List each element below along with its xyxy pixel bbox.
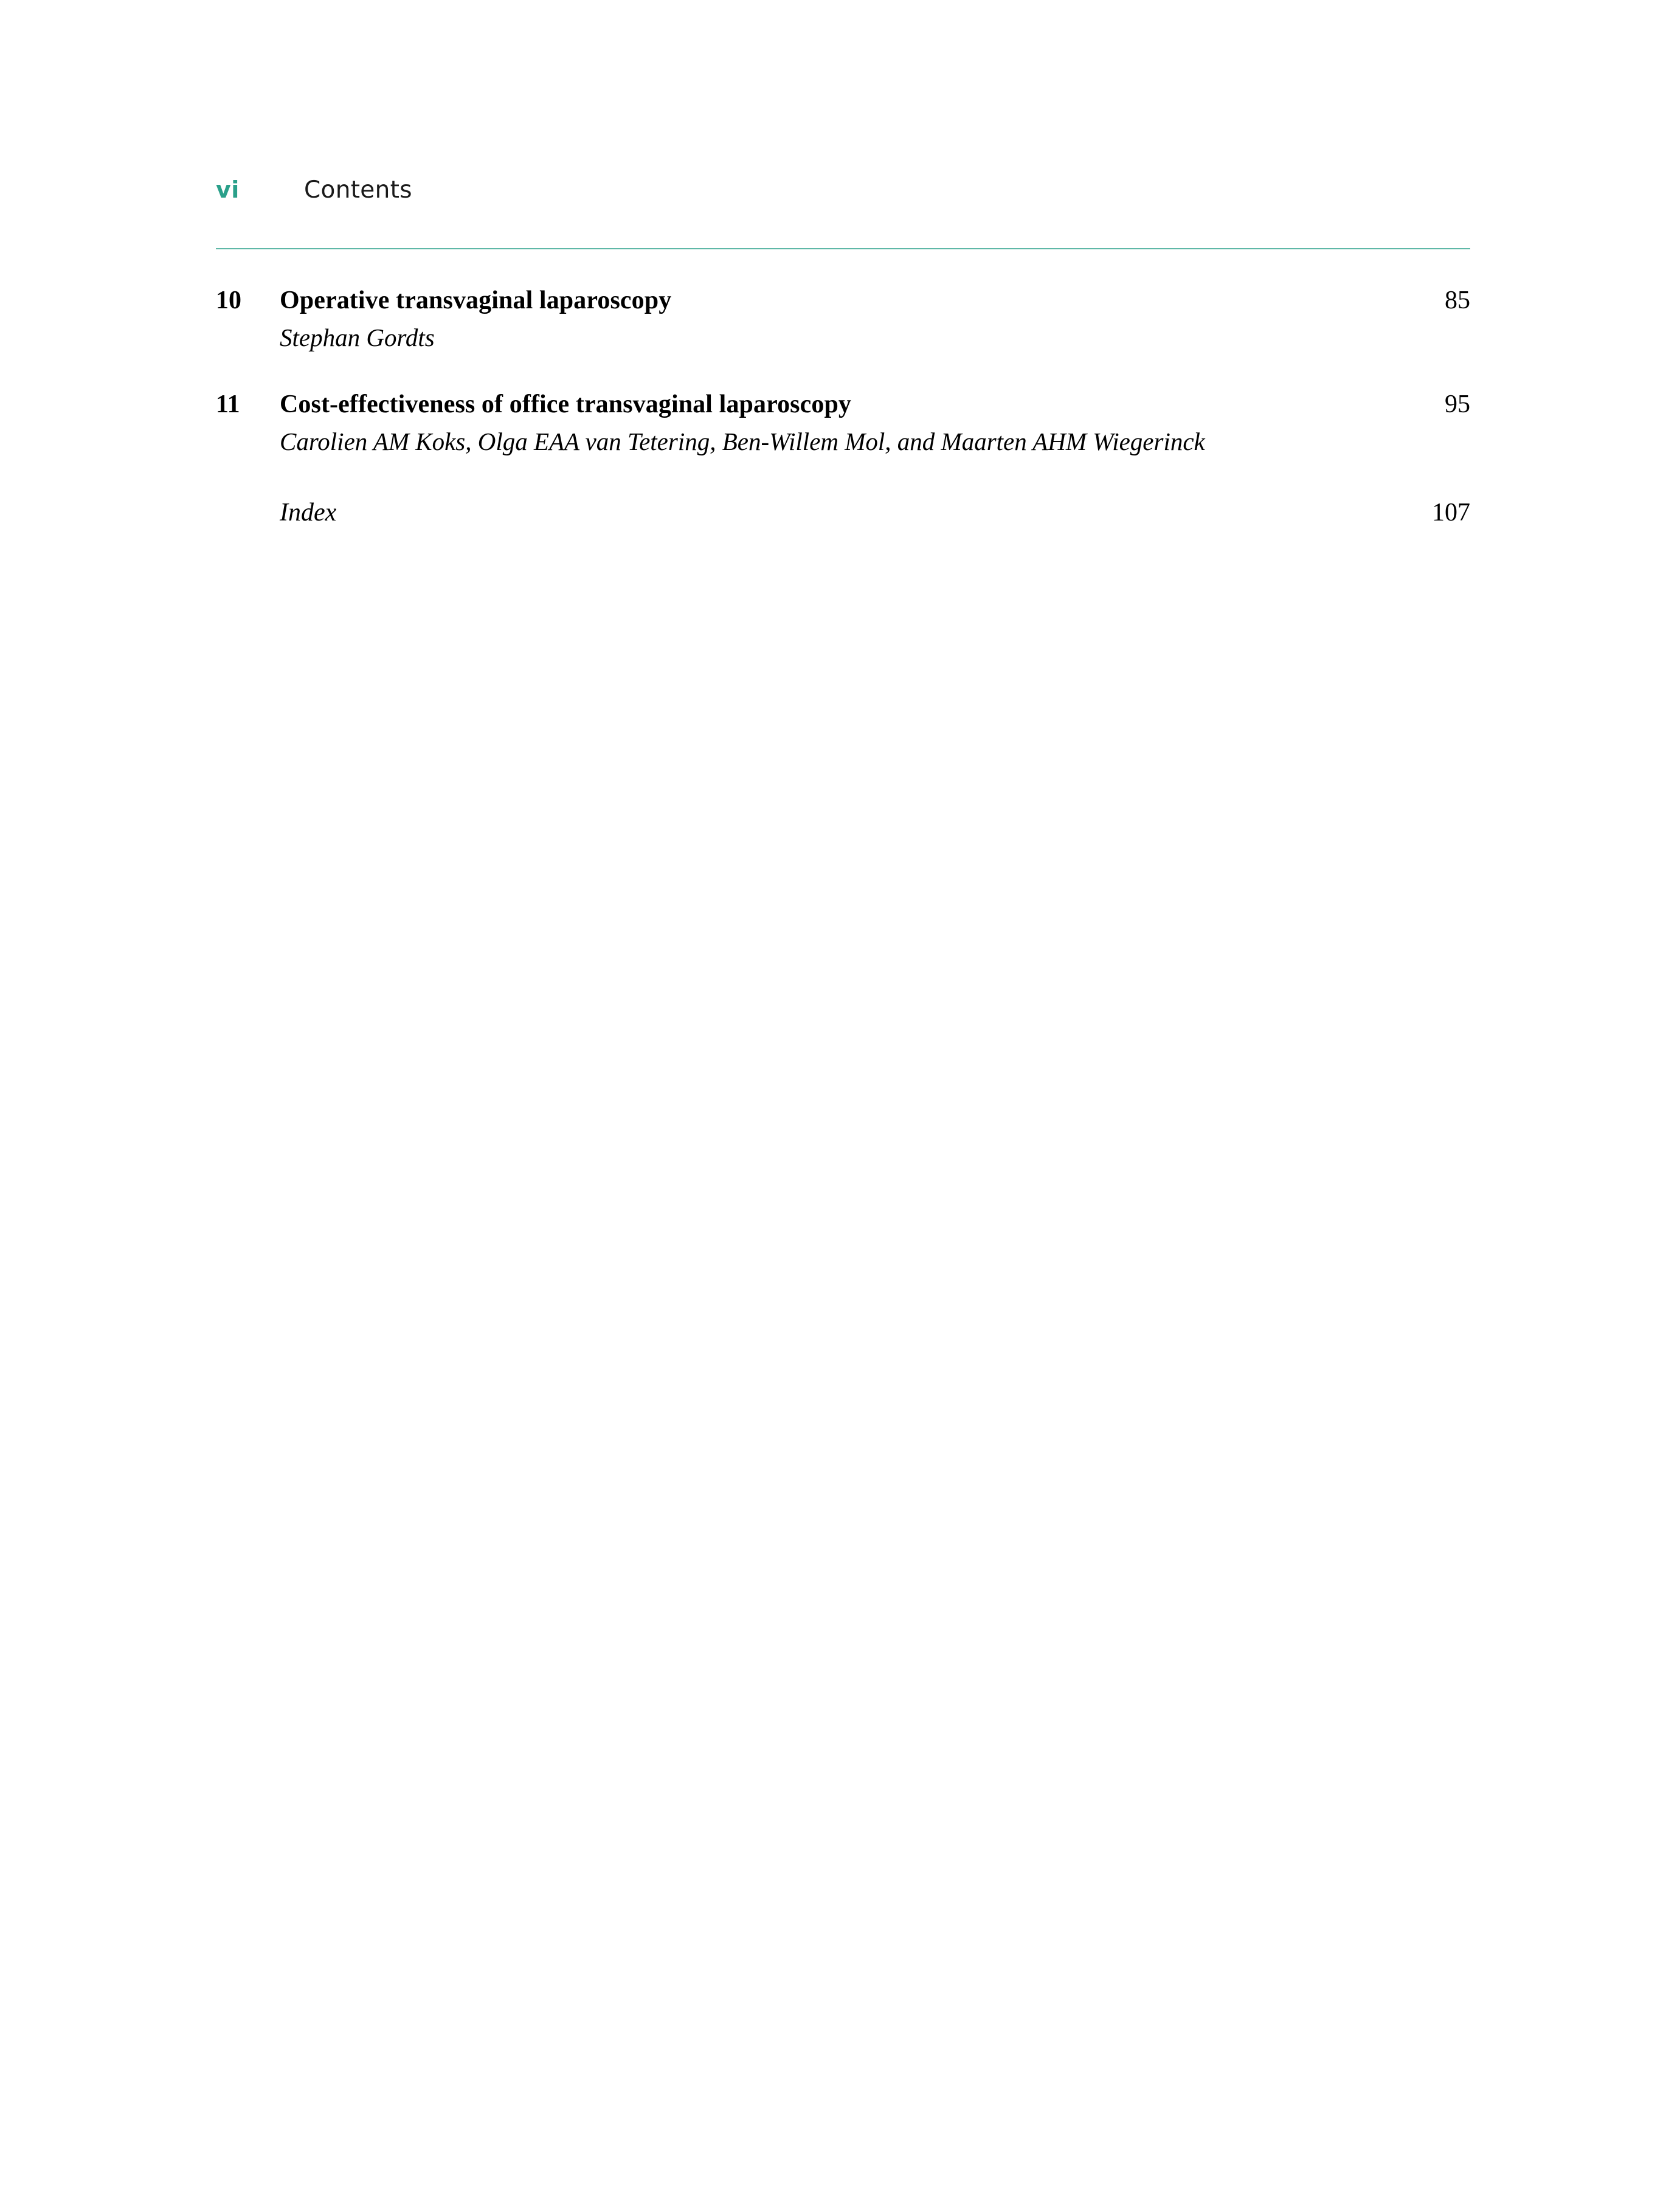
index-page-number: 107 <box>1432 498 1470 527</box>
chapter-page-number: 85 <box>1445 286 1470 314</box>
chapter-page-number: 95 <box>1445 390 1470 419</box>
running-head <box>216 176 1468 219</box>
running-head-title: Contents <box>304 176 412 204</box>
header-divider <box>216 248 1470 249</box>
chapter-title[interactable]: Cost-effectiveness of office transvaginal laparoscopy <box>280 390 852 419</box>
chapter-authors: Carolien AM Koks, Olga EAA van Tetering, Ben-Willem Mol, and Maarten AHM Wiegerinck <box>280 427 1205 456</box>
index-label[interactable]: Index <box>280 498 337 527</box>
toc-entry[interactable] <box>216 286 1470 353</box>
toc-entry[interactable] <box>216 390 1470 457</box>
page-folio: vi <box>216 176 240 203</box>
table-of-contents <box>216 286 1470 531</box>
toc-index-entry[interactable] <box>216 498 1470 531</box>
chapter-number: 11 <box>216 390 240 419</box>
chapter-authors: Stephan Gordts <box>280 323 435 351</box>
chapter-title[interactable]: Operative transvaginal laparoscopy <box>280 286 672 314</box>
chapter-number: 10 <box>216 286 241 314</box>
